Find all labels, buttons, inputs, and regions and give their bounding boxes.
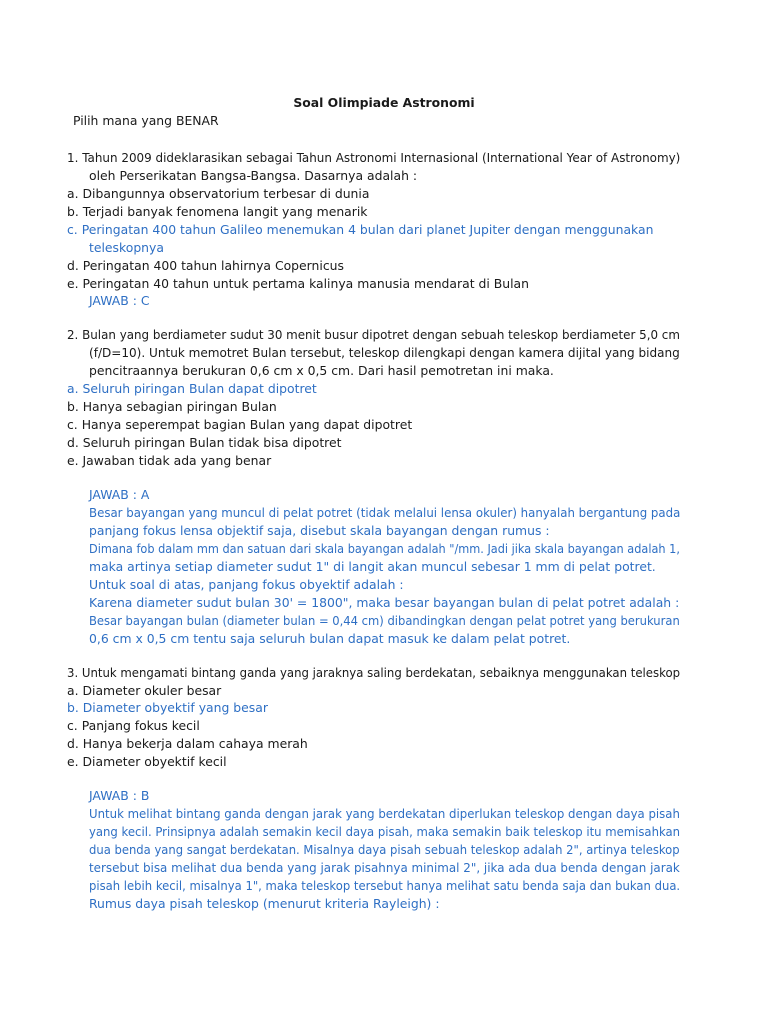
- q2-explanation-line5: Untuk soal di atas, panjang fokus obyektif adalah :: [89, 577, 404, 592]
- q2-explanation-line2: panjang fokus lensa objektif saja, disebut skala bayangan dengan rumus :: [89, 523, 550, 538]
- q3-option-c: c. Panjang fokus kecil: [67, 718, 200, 733]
- q1-option-a: a. Dibangunnya observatorium terbesar di dunia: [67, 186, 370, 201]
- q3-option-a: a. Diameter okuler besar: [67, 683, 222, 698]
- page-title: Soal Olimpiade Astronomi: [293, 95, 475, 110]
- q2-explanation-line3: Dimana fob dalam mm dan satuan dari skala bayangan adalah "/mm. Jadi jika skala bayangan adalah 1,: [89, 541, 680, 556]
- q2-option-a: a. Seluruh piringan Bulan dapat dipotret: [67, 381, 317, 396]
- q3-option-b: b. Diameter obyektif yang besar: [67, 700, 268, 715]
- q2-explanation-line8: 0,6 cm x 0,5 cm tentu saja seluruh bulan dapat masuk ke dalam pelat potret.: [89, 631, 571, 646]
- q1-option-e: e. Peringatan 40 tahun untuk pertama kalinya manusia mendarat di Bulan: [67, 276, 529, 291]
- q3-stem-line1: 3. Untuk mengamati bintang ganda yang jaraknya saling berdekatan, sebaiknya menggunakan teleskop: [67, 665, 681, 680]
- q1-option-b: b. Terjadi banyak fenomena langit yang menarik: [67, 204, 368, 219]
- q2-answer: JAWAB : A: [89, 487, 150, 502]
- q2-explanation-line1: Besar bayangan yang muncul di pelat potret (tidak melalui lensa okuler) hanyalah bergantung pada: [89, 505, 681, 520]
- q2-stem-line2: (f/D=10). Untuk memotret Bulan tersebut, teleskop dilengkapi dengan kamera dijital yang bidang: [89, 345, 680, 360]
- q2-option-c: c. Hanya seperempat bagian Bulan yang dapat dipotret: [67, 417, 413, 432]
- q3-answer: JAWAB : B: [89, 788, 150, 803]
- q2-option-b: b. Hanya sebagian piringan Bulan: [67, 399, 277, 414]
- q3-option-e: e. Diameter obyektif kecil: [67, 754, 227, 769]
- q1-option-d: d. Peringatan 400 tahun lahirnya Copernicus: [67, 258, 344, 273]
- q3-explanation-line1: Untuk melihat bintang ganda dengan jarak yang berdekatan diperlukan teleskop dengan daya pisah: [89, 806, 680, 821]
- q1-stem-line1: 1. Tahun 2009 dideklarasikan sebagai Tahun Astronomi Internasional (International Year of Astronomy): [67, 150, 681, 165]
- q2-stem-line1: 2. Bulan yang berdiameter sudut 30 menit busur dipotret dengan sebuah teleskop berdiameter 5,0 cm: [67, 327, 680, 342]
- instruction-text: Pilih mana yang BENAR: [73, 113, 219, 128]
- q3-explanation-line4: tersebut bisa melihat dua benda yang jarak pisahnya minimal 2", jika ada dua benda dengan jarak: [89, 860, 680, 875]
- q2-option-e: e. Jawaban tidak ada yang benar: [67, 453, 272, 468]
- q1-stem-line2: oleh Perserikatan Bangsa-Bangsa. Dasarnya adalah :: [89, 168, 418, 183]
- q1-option-c-line1: c. Peringatan 400 tahun Galileo menemukan 4 bulan dari planet Jupiter dengan menggunakan: [67, 222, 654, 237]
- q2-explanation-line4: maka artinya setiap diameter sudut 1" di langit akan muncul sebesar 1 mm di pelat potret.: [89, 559, 656, 574]
- q2-stem-line3: pencitraannya berukuran 0,6 cm x 0,5 cm. Dari hasil pemotretan ini maka.: [89, 363, 554, 378]
- q3-explanation-line3: dua benda yang sangat berdekatan. Misalnya daya pisah sebuah teleskop adalah 2", artinya teleskop: [89, 842, 680, 857]
- q1-answer: JAWAB : C: [89, 293, 150, 308]
- q1-option-c-line2: teleskopnya: [89, 240, 164, 255]
- q2-explanation-line6: Karena diameter sudut bulan 30' = 1800", maka besar bayangan bulan di pelat potret adalah :: [89, 595, 680, 610]
- q3-explanation-line5: pisah lebih kecil, misalnya 1", maka teleskop tersebut hanya melihat satu benda saja dan bukan dua.: [89, 878, 681, 893]
- q2-option-d: d. Seluruh piringan Bulan tidak bisa dipotret: [67, 435, 342, 450]
- q3-explanation-line6: Rumus daya pisah teleskop (menurut kriteria Rayleigh) :: [89, 896, 440, 911]
- q3-explanation-line2: yang kecil. Prinsipnya adalah semakin kecil daya pisah, maka semakin baik teleskop itu memisahkan: [89, 824, 681, 839]
- q3-option-d: d. Hanya bekerja dalam cahaya merah: [67, 736, 308, 751]
- q2-explanation-line7: Besar bayangan bulan (diameter bulan = 0,44 cm) dibandingkan dengan pelat potret yang berukuran: [89, 613, 680, 628]
